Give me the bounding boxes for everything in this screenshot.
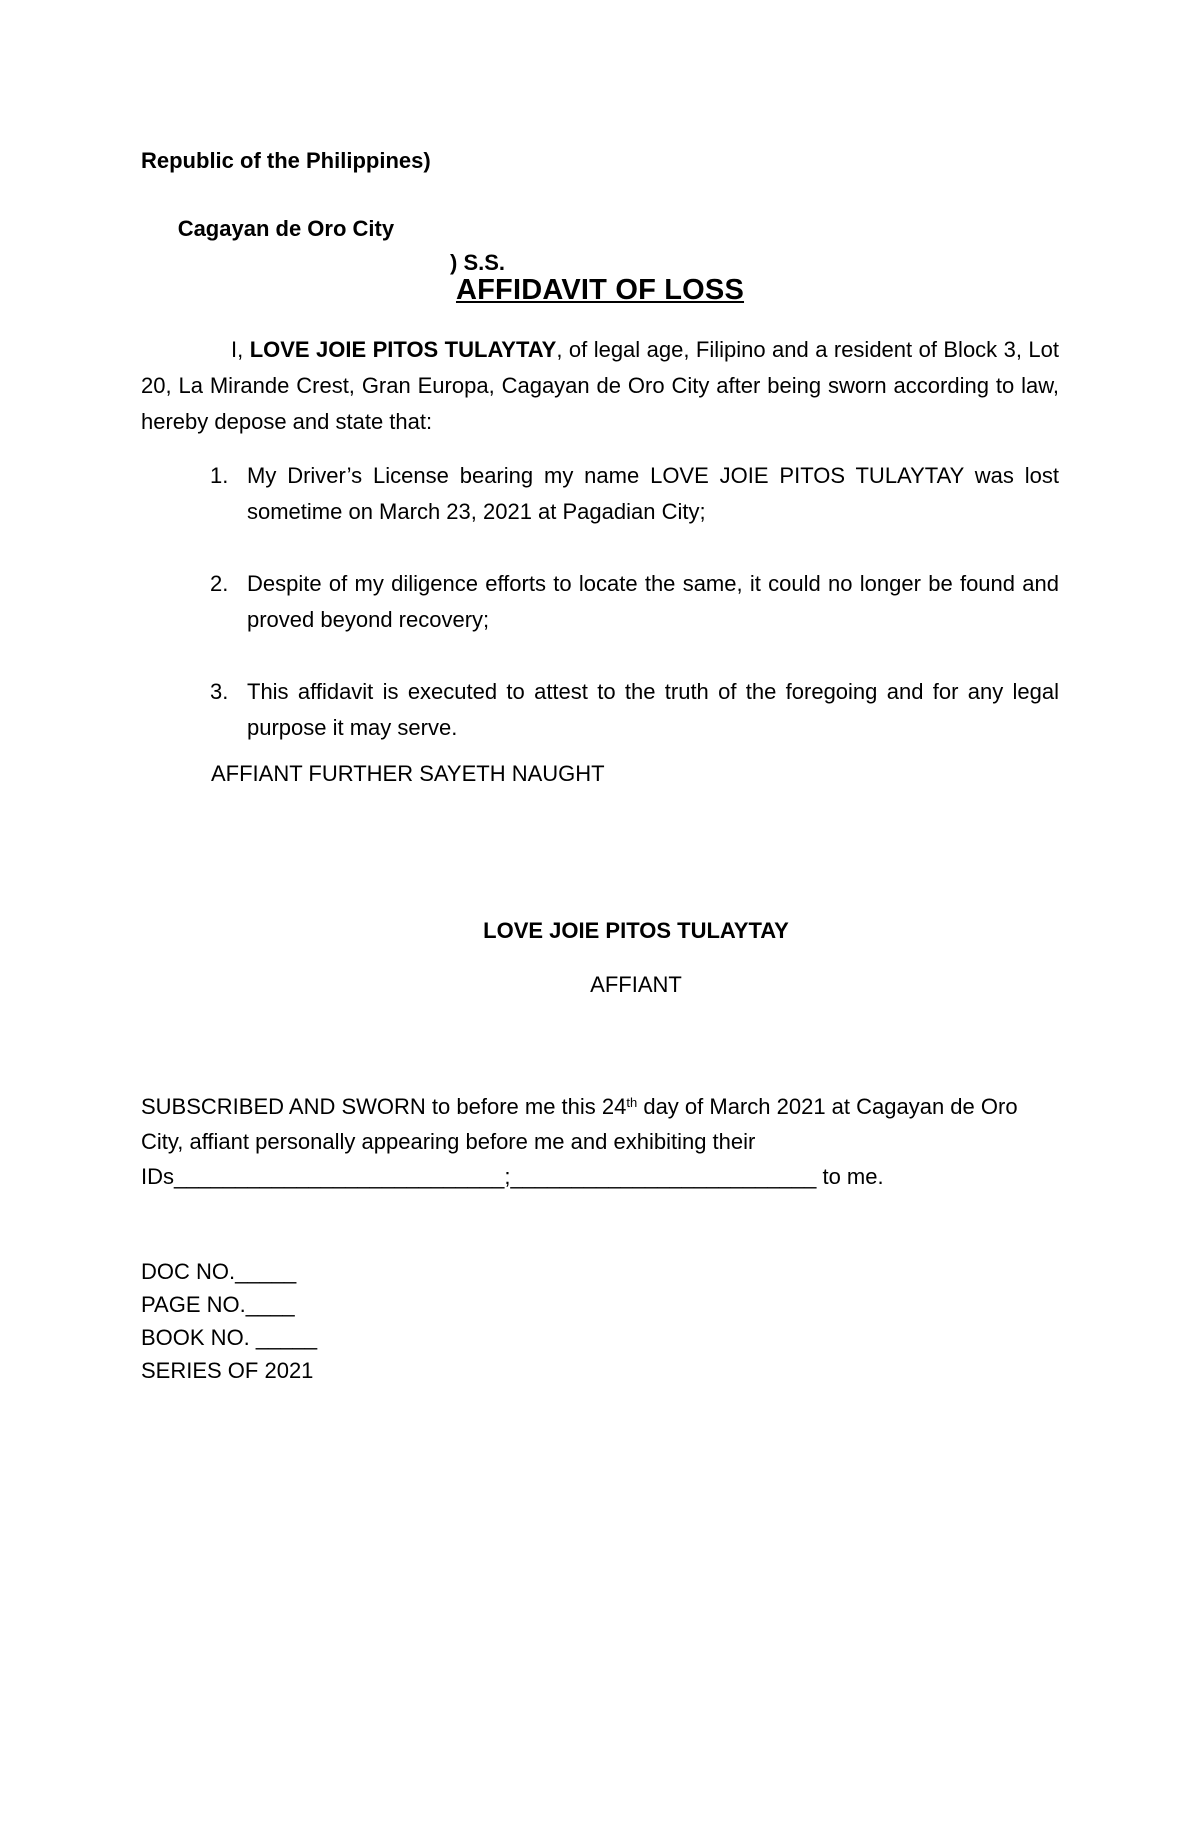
signature-role: AFFIANT — [590, 972, 682, 997]
list-item-text: Despite of my diligence efforts to locate the same, it could no longer be found and proved beyond recovery; — [247, 571, 1059, 632]
jurat-part1: SUBSCRIBED AND SWORN to before me this 24 — [141, 1094, 627, 1119]
list-item — [210, 458, 1059, 530]
jurat-paragraph — [141, 1089, 1059, 1194]
series-of: SERIES OF 2021 — [141, 1358, 314, 1383]
affiant-name-inline: LOVE JOIE PITOS TULAYTAY — [249, 337, 557, 362]
venue-republic: Republic of the Philippines) — [141, 148, 431, 173]
signature-name: LOVE JOIE PITOS TULAYTAY — [483, 918, 789, 943]
list-item-number: 2. — [210, 571, 229, 596]
list-item-text: This affidavit is executed to attest to the truth of the foregoing and for any legal purpose it may serve. — [247, 679, 1059, 740]
list-item — [210, 674, 1059, 746]
list-item-number: 3. — [210, 679, 229, 704]
further-sayeth: AFFIANT FURTHER SAYETH NAUGHT — [211, 761, 605, 786]
intro-prefix: I, — [231, 337, 250, 362]
venue-ss: ) S.S. — [450, 250, 506, 275]
notarial-block — [141, 1255, 317, 1387]
list-item — [210, 566, 1059, 638]
intro-paragraph — [141, 332, 1059, 440]
intro-rest: , of legal age, Filipino and a resident of Block 3, Lot 20, La Mirande Crest, Gran Europa, Cagayan de Oro City after being sworn according to law, hereby depose and state that: — [141, 337, 1060, 434]
book-no: BOOK NO. _____ — [141, 1325, 318, 1350]
list-item-number: 1. — [210, 463, 229, 488]
document-title: AFFIDAVIT OF LOSS — [455, 274, 745, 306]
venue-city: Cagayan de Oro City — [177, 216, 395, 241]
jurat-part2: day of March 2021 at Cagayan de Oro City, affiant personally appearing before me and exhibiting their IDs___________________________;_________________________ to me. — [141, 1094, 1018, 1189]
list-item-text: My Driver’s License bearing my name LOVE JOIE PITOS TULAYTAY was lost sometime on March 23, 2021 at Pagadian City; — [247, 463, 1059, 524]
doc-no: DOC NO._____ — [141, 1259, 297, 1284]
jurat-ordinal: th — [626, 1095, 638, 1110]
page-no: PAGE NO.____ — [141, 1292, 295, 1317]
